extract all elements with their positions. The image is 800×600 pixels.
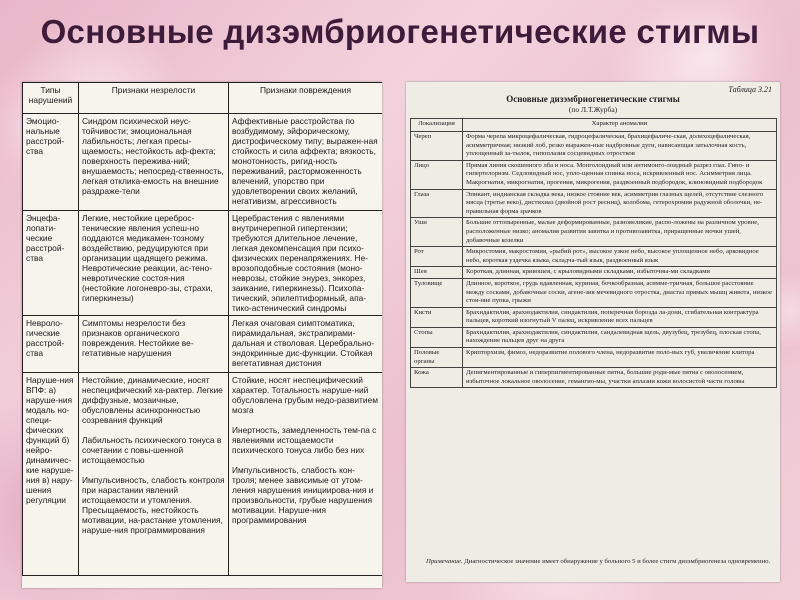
localization: Лицо bbox=[411, 160, 463, 189]
table-row bbox=[411, 348, 777, 368]
immaturity-signs bbox=[79, 373, 229, 576]
table-row bbox=[411, 160, 777, 189]
disorder-type: Эмоцио-нальные расстрой-ства bbox=[23, 114, 79, 211]
stigmata-table bbox=[410, 118, 777, 388]
table-row bbox=[23, 211, 383, 316]
localization: Шея bbox=[411, 267, 463, 279]
localization: Половые органы bbox=[411, 348, 463, 368]
damage-part: Импульсивность, слабость кон-троля; менее зависимые от утом-ления нарушения инициирова-ния и произвольности, грубые нарушения мотивации. Наруше-ния программирования bbox=[232, 465, 374, 525]
damage-signs: Церебрастения с явлениями внутричерепной гипертензии; требуются длительное лечение, легкая декомпенсация при психо-физических перенапряжениях. Не-врозоподобные состояния (моно-неврозы, стойкие энурез, энкорез, заикание, гиперкинезы). Психопа-тический, эпилептиформный, апа-тико-астенический синдромы bbox=[229, 211, 383, 316]
table-row bbox=[411, 278, 777, 307]
table-row bbox=[23, 316, 383, 373]
header-localization: Локализация bbox=[411, 119, 463, 132]
localization: Глаза bbox=[411, 189, 463, 218]
anomaly: Брахидактилия, арахнодактилия, синдактилия, поперечная борозда ла-дони, сгибательная контрактура пальцев, короткий изогнутый V палец, искривление всех пальцев bbox=[463, 307, 777, 327]
localization: Кожа bbox=[411, 368, 463, 388]
immaturity-part: Нестойкие, динамические, носят неспецифический ха-рактер. Легкие диффузные, мозаичные, обусловлены асинхронностью созревания функций bbox=[82, 375, 223, 425]
localization: Туловище bbox=[411, 278, 463, 307]
anomaly: Микростомия, макростомия, «рыбий рот», высокое узкое небо, высокое уплощенное небо, арковидное небо, короткая уздечка языка, складча-тый язык, раздвоенный язык bbox=[463, 247, 777, 267]
anomaly: Прямая линия скошенного лба и носа. Монголоидный или антимонго-лоидный разрез глаз. Гипо- и гипертелоризм. Седловидный нос, упло-щенная спинка носа, искривленный нос. Асимметрия лица. Макрогнатия, микрогнатия, прогения, микрогения, раздвоенный подбородок, клиновидный подбородок bbox=[463, 160, 777, 189]
localization: Стопы bbox=[411, 327, 463, 347]
immaturity-signs: Легкие, нестойкие цереброс-тенические явления успеш-но поддаются медикамен-тозному воздействию, редуцируются при организации щадящего режима. Невротические реакции, ас-тено-невротические состоя-ния (нестойкие логоневро-зы, страхи, гиперкинезы) bbox=[79, 211, 229, 316]
table-row bbox=[411, 218, 777, 247]
immaturity-part: Лабильность психического тонуса в сочетании с повы-шенной истощаемостью bbox=[82, 435, 222, 465]
localization: Рот bbox=[411, 247, 463, 267]
header-immaturity: Признаки незрелости bbox=[79, 83, 229, 114]
damage-part: Инертность, замедленность тем-па с явлениями истощаемости психического тонуса либо без них bbox=[232, 425, 377, 455]
header-damage: Признаки повреждения bbox=[229, 83, 383, 114]
table-title: Основные дизэмбриогенетические стигмы bbox=[506, 94, 680, 104]
table-row bbox=[411, 189, 777, 218]
damage-part: Стойкие, носят неспецифический характер. Тотальность наруше-ний обусловлена грубым недо-развитием мозга bbox=[232, 375, 378, 415]
stigmata-table-image bbox=[406, 82, 780, 582]
slide-title: Основные дизэмбриогенетические стигмы bbox=[40, 13, 760, 50]
table-row bbox=[411, 247, 777, 267]
table-number: Таблица 3.21 bbox=[728, 85, 772, 94]
immaturity-damage-table bbox=[22, 82, 382, 576]
table-row bbox=[23, 373, 383, 576]
table-row bbox=[411, 267, 777, 279]
table-source: (по Л.Т.Журба) bbox=[568, 105, 618, 114]
table-row bbox=[23, 114, 383, 211]
disorder-type: Невроло-гические расстрой-ства bbox=[23, 316, 79, 373]
anomaly: Форма черепа микроцефалическая, гидроцефалическая, брахицефаличе-ская, долихоцефалическая, асимметричная; низкий лоб, резко выражен-ные надбровные дуги, нависающая затылочная кость, уплощенный за-тылок, гипоплазия сосцевидных отростков bbox=[463, 132, 777, 161]
localization: Уши bbox=[411, 218, 463, 247]
localization: Кисти bbox=[411, 307, 463, 327]
header-anomaly: Характер аномалии bbox=[463, 119, 777, 132]
anomaly: Короткая, длинная, кривошея, с крыловидными складками, избыточны-ми складками bbox=[463, 267, 777, 279]
damage-signs: Легкая очаговая симптоматика, пирамидальная, экстрапирами-дальная и стволовая. Церебрально-эндокринные дис-функции. Стойкая вегетативная дистония bbox=[229, 316, 383, 373]
table-header-row bbox=[411, 119, 777, 132]
anomaly: Эпикант, индианская складка века, низкое стояние век, асимметрия глазных щелей, отсутствие слезного мясца (третье веко), дистихиаз (двойной рост ресниц), колобома, гетерохромия радужной оболочки, не-правильная форма зрачков bbox=[463, 189, 777, 218]
immaturity-part: Импульсивность, слабость контроля при нарастании явлений истощаемости и утомления. Пресыщаемость, нестойкость мотивации, на-растание утомления, наруше-ния программирования bbox=[82, 475, 225, 535]
table-row bbox=[411, 368, 777, 388]
immaturity-damage-table-image bbox=[22, 82, 382, 588]
table-row bbox=[411, 327, 777, 347]
table-row bbox=[411, 132, 777, 161]
localization: Череп bbox=[411, 132, 463, 161]
note-text: Диагностическое значение имеет обнаружение у больного 5 и более стигм дизэмбриогенеза одновременно. bbox=[464, 558, 771, 565]
anomaly: Длинное, короткое, грудь вдавленная, куриная, бочкообразная, асимме-тричная, большое расстояние между сосками, добавочные соски, агене-зия мечевидного отростка, диастаз прямых мышц живота, низкое стоя-ние пупка, грыжи bbox=[463, 278, 777, 307]
anomaly: Большие оттопыренные, малые деформированные, разновеликие, распо-ложены на различном уровне, расположенные низко; аномалия развития завитка и противозавитка, приращенные мочки ушей, добавочные козелки bbox=[463, 218, 777, 247]
immaturity-signs: Синдром психической неус-тойчивости; эмоциональная лабильность; легкая пресы-щаемость; нестойкость аф-фекта; поверхность пережива-ний; внушаемость; непосред-ственность, легкая отклика-емость на внешние раздраже-тели bbox=[79, 114, 229, 211]
immaturity-signs: Симптомы незрелости без признаков органического повреждения. Нестойкие ве-гетативные нарушения bbox=[79, 316, 229, 373]
table-row bbox=[411, 307, 777, 327]
table-note bbox=[414, 558, 772, 567]
table-header-row bbox=[23, 83, 383, 114]
damage-signs bbox=[229, 373, 383, 576]
note-label: Примечание. bbox=[426, 558, 463, 565]
anomaly: Брахидактилия, арахнодактилия, синдактилия, сандалевидная щель, двузубец, трезубец, плоская стопа, нахождение пальцев друг на друга bbox=[463, 327, 777, 347]
header-disorder-type: Типы нарушений bbox=[23, 83, 79, 114]
damage-signs: Аффективные расстройства по возбудимому, эйфорическому, дистрофическому типу; выражен-ная стойкость и сила аффекта; вязкость, монотонность, ригид-ность переживаний, расторможенность влечений, упорство при удовлетворении своих желаний, негативизм, агрессивность bbox=[229, 114, 383, 211]
anomaly: Депигментированные и гиперпигментированные пятна, большие роди-мые пятна с оволосением, избыточное локальное оволосение, гемангио-мы, участки аплазии кожи волосистой части головы bbox=[463, 368, 777, 388]
disorder-type: Энцефа-лопати-ческие расстрой-ства bbox=[23, 211, 79, 316]
anomaly: Крипторхизм, фимоз, недоразвитие полового члена, недоразвитие поло-вых губ, увеличение клитора bbox=[463, 348, 777, 368]
disorder-type: Наруше-ния ВПФ: а) наруше-ния модаль но-специ-фических функций б) нейро-динамичес-кие наруше-ния в) нару-шения регуляции bbox=[23, 373, 79, 576]
